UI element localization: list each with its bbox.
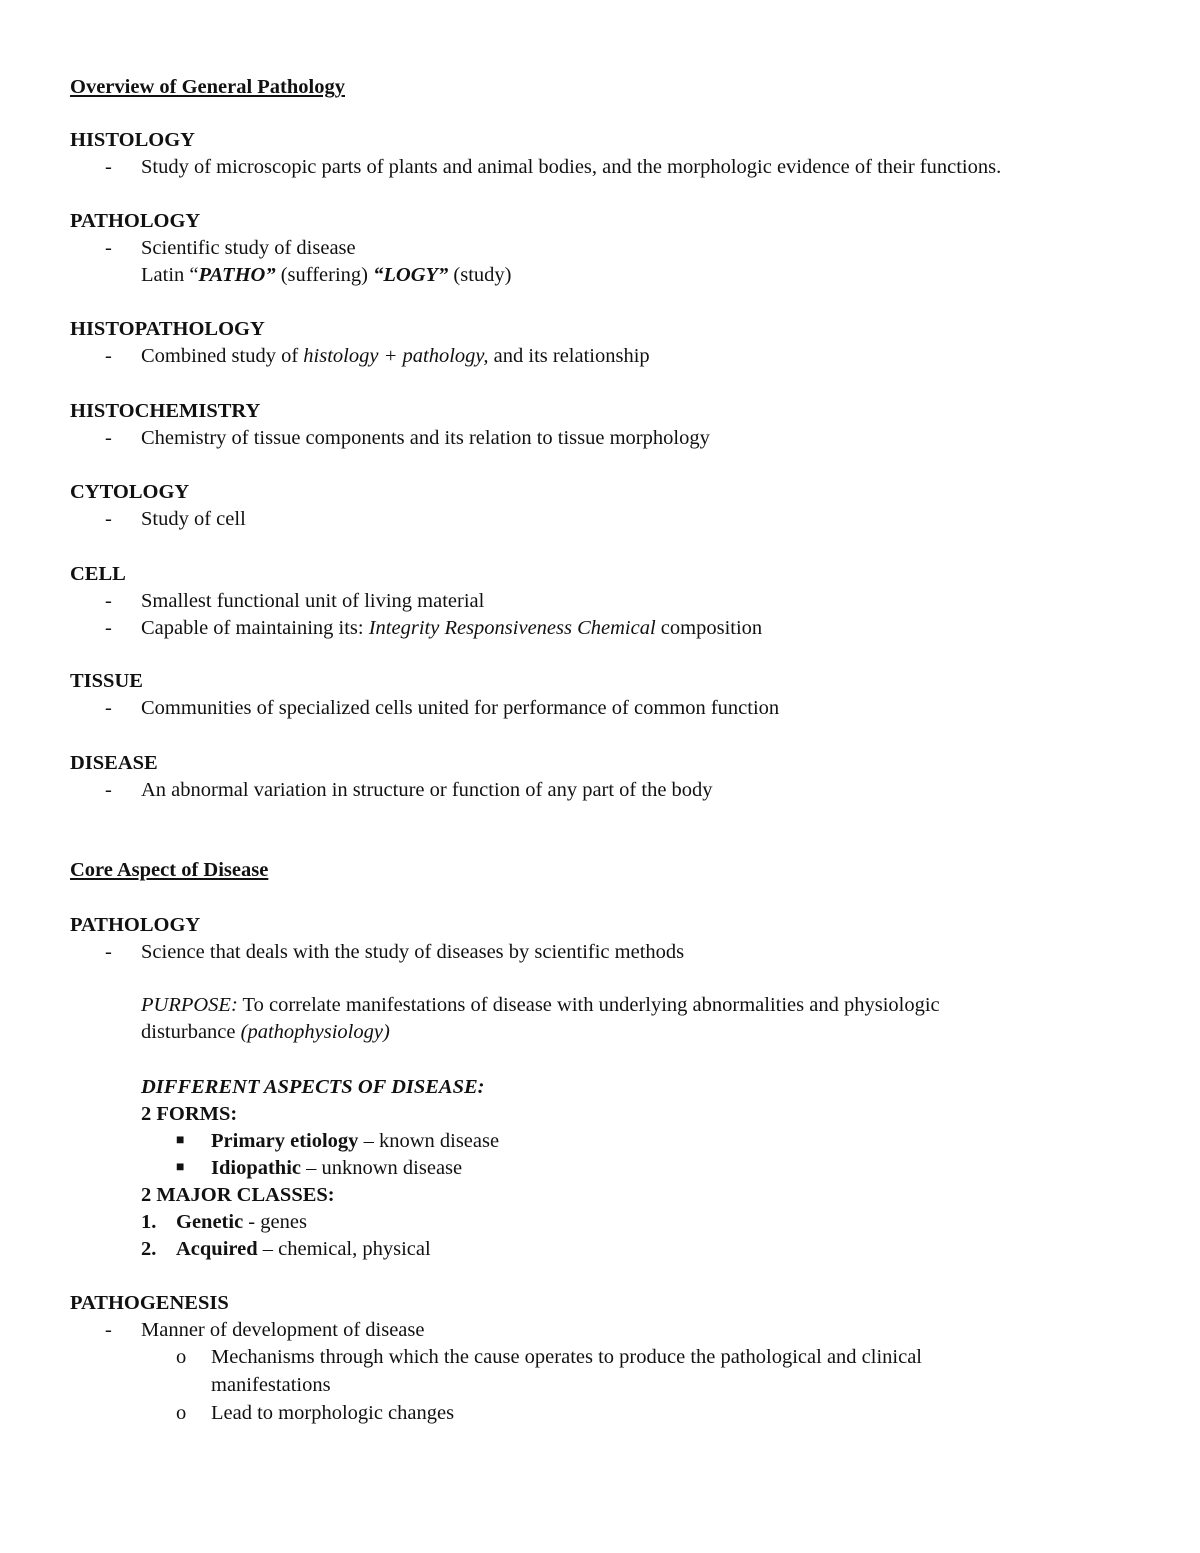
latin-etymology — [141, 262, 511, 288]
term-pathogenesis: PATHOGENESIS — [70, 1292, 229, 1314]
def-pathology: Scientific study of disease — [141, 237, 356, 259]
term-histology: HISTOLOGY — [70, 129, 195, 151]
purpose-italic: (pathophysiology) — [240, 1021, 390, 1043]
term-disease: DISEASE — [70, 752, 158, 774]
def-tissue: Communities of specialized cells united for performance of common function — [141, 697, 780, 719]
term-tissue: TISSUE — [70, 670, 143, 692]
square-bullet-icon: ■ — [176, 1133, 185, 1148]
term-histopathology: HISTOPATHOLOGY — [70, 318, 265, 340]
def-text: Combined study of — [141, 345, 304, 367]
purpose-text: disturbance — [141, 1021, 241, 1043]
suffering-label: (suffering) — [275, 264, 374, 286]
form-name: Idiopathic — [211, 1157, 301, 1179]
classes-heading: 2 MAJOR CLASSES: — [141, 1184, 335, 1206]
def-histology: Study of microscopic parts of plants and animal bodies, and the morphologic evidence of their functions. — [141, 156, 1002, 178]
dash-bullet: - — [105, 590, 112, 612]
square-bullet-icon: ■ — [176, 1160, 185, 1175]
term-pathology-2: PATHOLOGY — [70, 914, 201, 936]
section-heading-core-aspect: Core Aspect of Disease — [70, 859, 269, 881]
def-text: composition — [655, 617, 763, 639]
pathogenesis-sub-1-line-1: Mechanisms through which the cause operates to produce the pathological and clinical — [211, 1346, 923, 1368]
def-histochemistry: Chemistry of tissue components and its relation to tissue morphology — [141, 427, 710, 449]
section-heading-overview: Overview of General Pathology — [70, 76, 345, 98]
def-text: Capable of maintaining its: — [141, 617, 369, 639]
def-italic: histology + pathology, — [303, 345, 489, 367]
def-text: and its relationship — [488, 345, 650, 367]
logy-term: “LOGY” — [373, 264, 449, 286]
dash-bullet: - — [105, 779, 112, 801]
purpose-label: PURPOSE: — [141, 994, 238, 1016]
form-desc: – unknown disease — [301, 1157, 463, 1179]
dash-bullet: - — [105, 941, 112, 963]
aspects-heading: DIFFERENT ASPECTS OF DISEASE: — [141, 1076, 485, 1098]
dash-bullet: - — [105, 697, 112, 719]
forms-heading: 2 FORMS: — [141, 1103, 238, 1125]
circle-bullet-icon: o — [176, 1402, 187, 1424]
def-cell-1: Smallest functional unit of living material — [141, 590, 485, 612]
dash-bullet: - — [105, 156, 112, 178]
term-histochemistry: HISTOCHEMISTRY — [70, 400, 261, 422]
term-cell: CELL — [70, 563, 126, 585]
study-label: (study) — [448, 264, 512, 286]
circle-bullet-icon: o — [176, 1346, 187, 1368]
class-item — [176, 1209, 307, 1235]
pathogenesis-sub-2: Lead to morphologic changes — [211, 1402, 455, 1424]
form-name: Primary etiology — [211, 1130, 359, 1152]
class-number: 2. — [141, 1238, 157, 1260]
dash-bullet: - — [105, 427, 112, 449]
form-item — [211, 1128, 499, 1154]
def-cell-2 — [141, 615, 762, 641]
def-pathology-2: Science that deals with the study of diseases by scientific methods — [141, 941, 685, 963]
def-histopathology — [141, 343, 650, 369]
def-disease: An abnormal variation in structure or function of any part of the body — [141, 779, 713, 801]
class-item — [176, 1236, 431, 1262]
dash-bullet: - — [105, 508, 112, 530]
def-pathogenesis: Manner of development of disease — [141, 1319, 425, 1341]
dash-bullet: - — [105, 237, 112, 259]
dash-bullet: - — [105, 1319, 112, 1341]
class-name: Genetic — [176, 1211, 244, 1233]
class-number: 1. — [141, 1211, 157, 1233]
latin-prefix: Latin “ — [141, 264, 199, 286]
form-item — [211, 1155, 462, 1181]
class-desc: - genes — [243, 1211, 307, 1233]
pathogenesis-sub-1-line-2: manifestations — [211, 1374, 331, 1396]
dash-bullet: - — [105, 345, 112, 367]
term-cytology: CYTOLOGY — [70, 481, 190, 503]
dash-bullet: - — [105, 617, 112, 639]
purpose-line-1 — [141, 992, 940, 1018]
purpose-text: To correlate manifestations of disease with underlying abnormalities and physiologic — [237, 994, 940, 1016]
class-desc: – chemical, physical — [257, 1238, 431, 1260]
form-desc: – known disease — [358, 1130, 500, 1152]
term-pathology: PATHOLOGY — [70, 210, 201, 232]
patho-term: PATHO” — [198, 264, 276, 286]
class-name: Acquired — [176, 1238, 258, 1260]
def-italic: Integrity Responsiveness Chemical — [368, 617, 656, 639]
purpose-line-2 — [141, 1019, 390, 1045]
def-cytology: Study of cell — [141, 508, 246, 530]
